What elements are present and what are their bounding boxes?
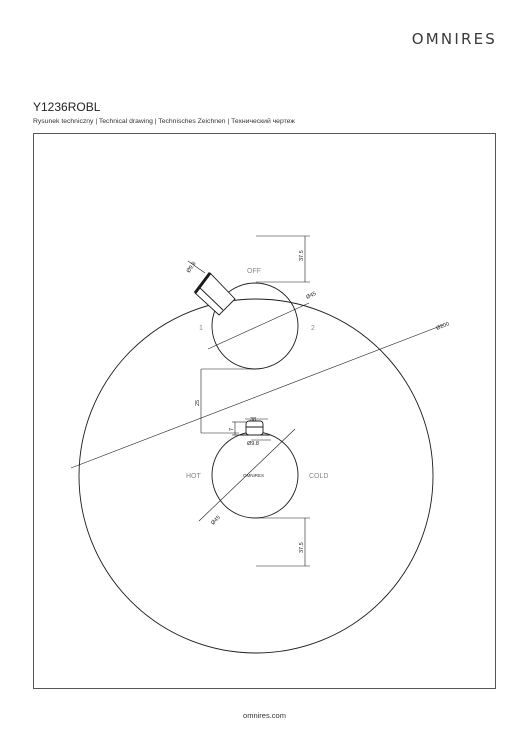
dim-lever-height: 7 bbox=[229, 427, 235, 431]
dim-lower-knob-diameter: Ø45 bbox=[210, 514, 222, 527]
label-cold: COLD bbox=[309, 473, 329, 480]
dim-bottom-offset: 37.5 bbox=[299, 542, 305, 553]
brand-logo: OMNIRES bbox=[411, 30, 497, 48]
footer-website: omnires.com bbox=[243, 711, 286, 720]
label-position-2: 2 bbox=[311, 325, 315, 332]
drawing-subtitle: Rysunek techniczny | Technical drawing | Technisches Zeichnen | Технический чертеж bbox=[33, 118, 295, 125]
dim-plate-diameter: Ø200 bbox=[435, 321, 451, 332]
dim-knob-spacing: 25 bbox=[195, 399, 201, 406]
label-position-1: 1 bbox=[199, 325, 203, 332]
dim-lever-width: 38 bbox=[250, 417, 257, 423]
model-number: Y1236ROBL bbox=[33, 100, 101, 114]
label-off: OFF bbox=[247, 268, 261, 275]
lower-stem bbox=[239, 421, 271, 435]
label-hot: HOT bbox=[186, 473, 201, 480]
dim-top-offset: 37.5 bbox=[299, 250, 305, 261]
knob-logo: OMNIRES bbox=[243, 473, 265, 478]
dim-upper-knob-diameter: Ø45 bbox=[305, 290, 318, 301]
dim-stem-diameter: Ø9.8 bbox=[247, 441, 259, 447]
technical-drawing bbox=[33, 133, 496, 689]
dim-lever-diameter: Ø9.8 bbox=[185, 260, 198, 275]
upper-lever bbox=[195, 273, 235, 315]
